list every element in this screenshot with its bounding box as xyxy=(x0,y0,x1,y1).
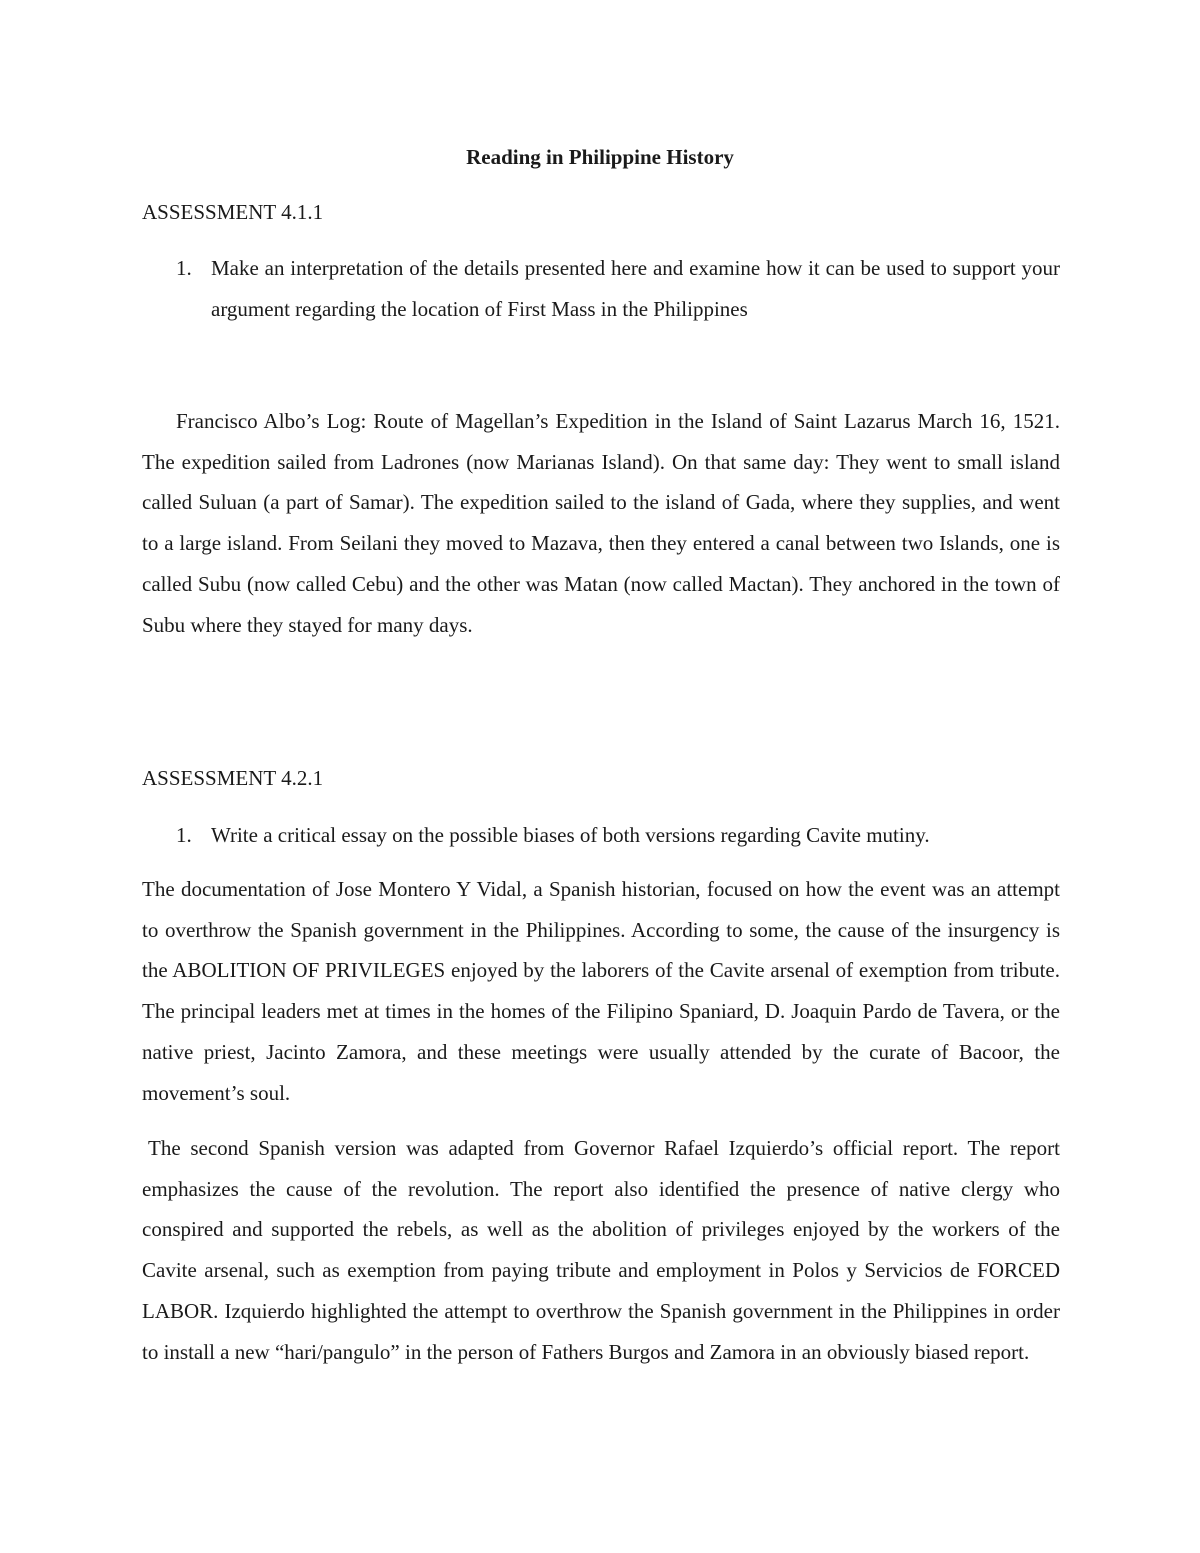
page-title: Reading in Philippine History xyxy=(466,145,734,169)
assessment-4-1-1-heading: ASSESSMENT 4.1.1 xyxy=(142,200,324,224)
montero-version-paragraph: The documentation of Jose Montero Y Vidal, a Spanish historian, focused on how the event was an attempt to overthrow the Spanish government in the Philippines. According to some, the cause of the insurgency is the ABOLITION OF PRIVILEGES enjoyed by the laborers of the Cavite arsenal of exemption from tribute. The principal leaders met at times in the homes of the Filipino Spaniard, D. Joaquin Pardo de Tavera, or the native priest, Jacinto Zamora, and these meetings were usually attended by the curate of Bacoor, the movement’s soul. xyxy=(142,877,1060,1105)
question-number: 1. xyxy=(176,256,192,280)
albo-log-paragraph: Francisco Albo’s Log: Route of Magellan’s Expedition in the Island of Saint Lazarus March 16, 1521. The expedition sailed from Ladrones (now Marianas Island). On that same day: They went to small island called Suluan (a part of Samar). The expedition sailed to the island of Gada, where they supplies, and went to a large island. From Seilani they moved to Mazava, then they entered a canal between two Islands, one is called Subu (now called Cebu) and the other was Matan (now called Mactan). They anchored in the town of Subu where they stayed for many days. xyxy=(142,409,1060,637)
assessment-4-1-1-question xyxy=(142,248,1060,330)
assessment-4-2-1-question xyxy=(142,815,1060,856)
question-number: 1. xyxy=(176,823,192,847)
izquierdo-version-paragraph: The second Spanish version was adapted from Governor Rafael Izquierdo’s official report. The report emphasizes the cause of the revolution. The report also identified the presence of native clergy who conspired and supported the rebels, as well as the abolition of privileges enjoyed by the workers of the Cavite arsenal, such as exemption from paying tribute and employment in Polos y Servicios de FORCED LABOR. Izquierdo highlighted the attempt to overthrow the Spanish government in the Philippines in order to install a new “hari/pangulo” in the person of Fathers Burgos and Zamora in an obviously biased report. xyxy=(142,1136,1060,1364)
question-text: Write a critical essay on the possible biases of both versions regarding Cavite mutiny. xyxy=(211,823,930,847)
assessment-4-2-1-heading: ASSESSMENT 4.2.1 xyxy=(142,766,324,790)
question-text: Make an interpretation of the details presented here and examine how it can be used to support your argument regarding the location of First Mass in the Philippines xyxy=(211,256,1060,321)
